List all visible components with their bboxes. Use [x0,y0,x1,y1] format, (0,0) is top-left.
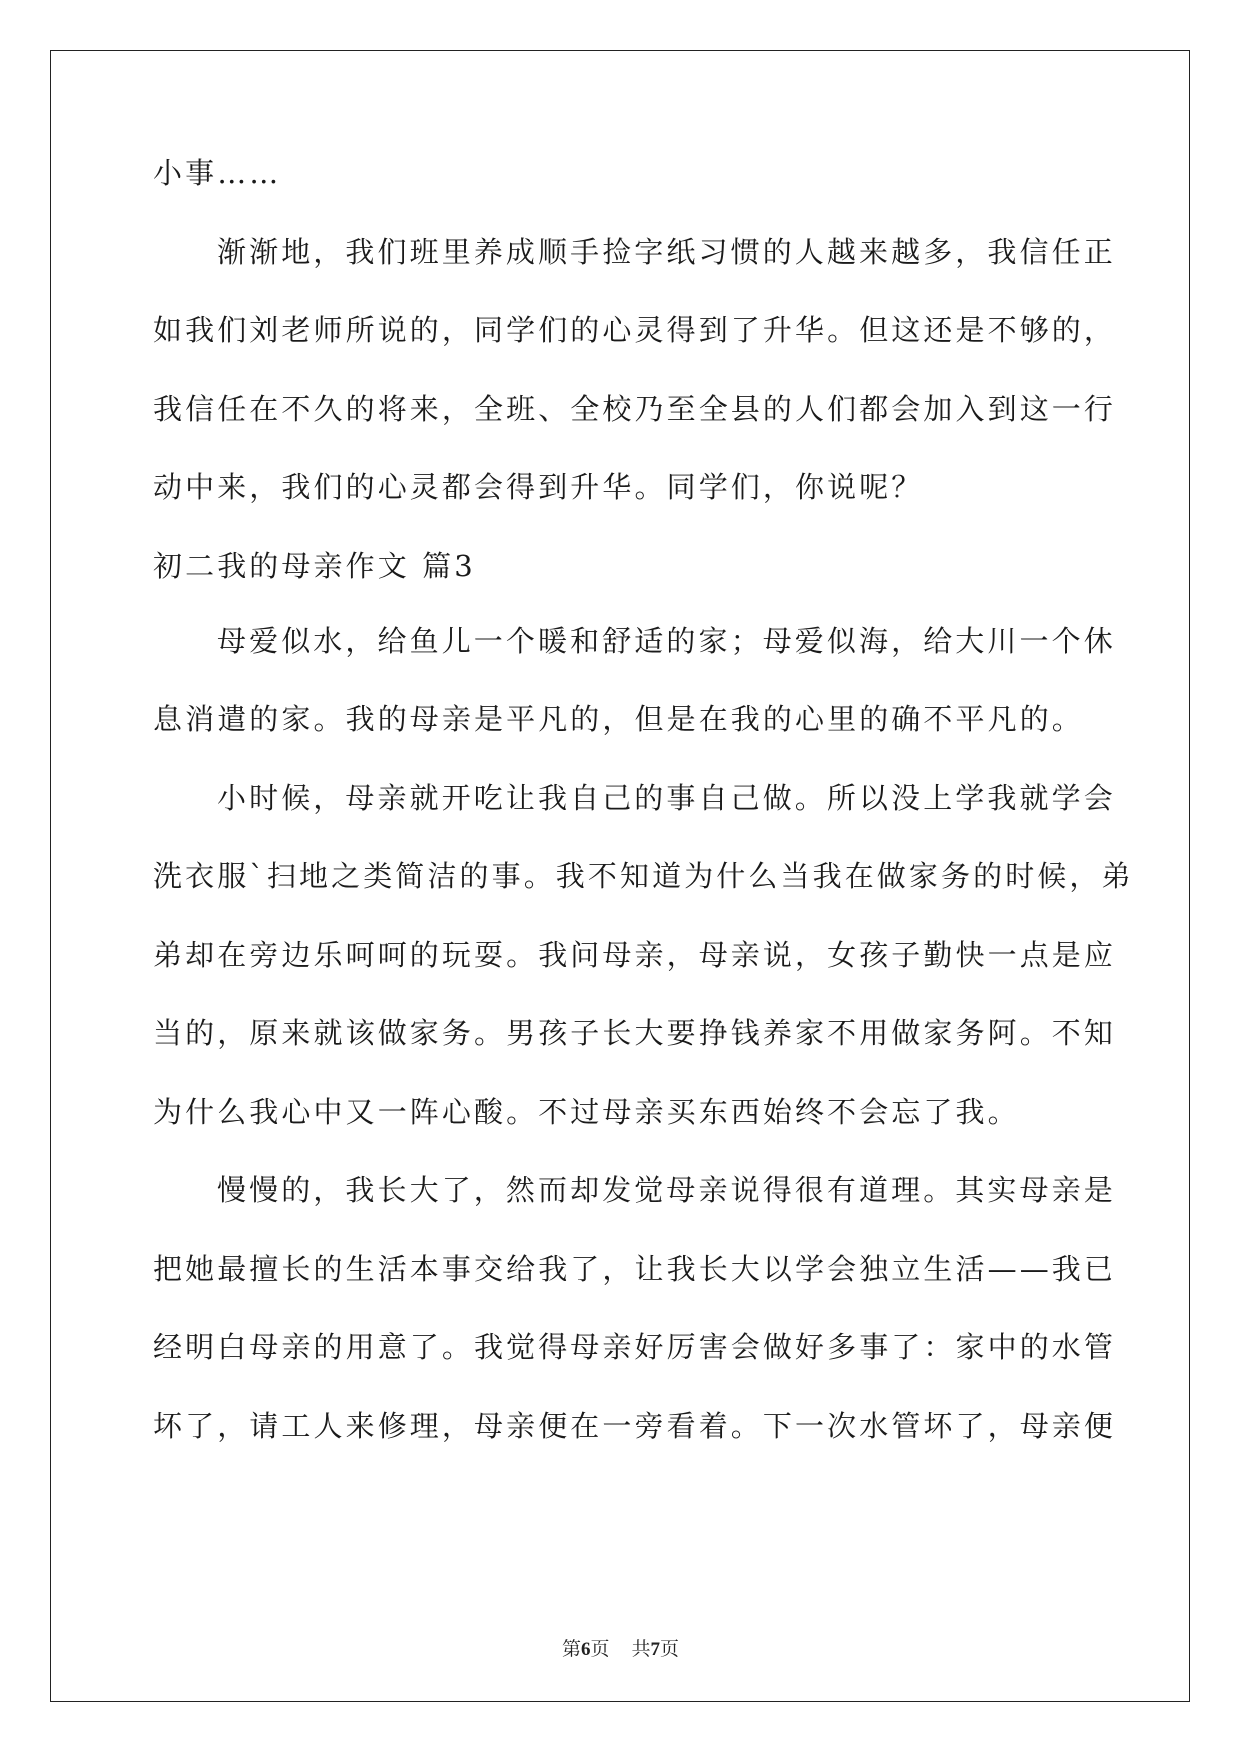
text-line: 息消遣的家。我的母亲是平凡的，但是在我的心里的确不平凡的。 [153,702,1084,736]
text-line: 把她最擅长的生活本事交给我了，让我长大以学会独立生活——我已 [153,1251,1117,1286]
text-line: 动中来，我们的心灵都会得到升华。同学们，你说呢？ [153,470,924,504]
page-footer [0,1637,1241,1662]
page-number: 第6页 [561,1638,610,1660]
document-body [153,155,1134,1486]
text-line: 小时候，母亲就开吃让我自己的事自己做。所以没上学我就学会 [217,780,1116,815]
text-line: 为什么我心中又一阵心酸。不过母亲买东西始终不会忘了我。 [153,1094,1020,1129]
text-line: 弟却在旁边乐呵呵的玩耍。我问母亲，母亲说，女孩子勤快一点是应 [153,937,1117,972]
text-line: 当的，原来就该做家务。男孩子长大要挣钱养家不用做家务阿。不知 [153,1016,1117,1050]
text-line: 经明白母亲的用意了。我觉得母亲好厉害会做好多事了：家中的水管 [153,1330,1117,1364]
text-line: 洗衣服`扫地之类简洁的事。我不知道为什么当我在做家务的时候，弟 [153,859,1134,893]
text-line: 慢慢的，我长大了，然而却发觉母亲说得很有道理。其实母亲是 [217,1173,1116,1207]
text-line: 母爱似水，给鱼儿一个暖和舒适的家；母爱似海，给大川一个休 [217,623,1116,658]
page-total: 共7页 [631,1638,680,1660]
section-heading: 初二我的母亲作文 篇3 [153,548,476,583]
text-line: 小事…… [153,156,282,190]
text-line: 我信任在不久的将来，全班、全校乃至全县的人们都会加入到这一行 [153,391,1117,426]
text-line: 坏了，请工人来修理，母亲便在一旁看着。下一次水管坏了，母亲便 [153,1408,1117,1443]
text-line: 渐渐地，我们班里养成顺手捡字纸习惯的人越来越多，我信任正 [217,234,1116,269]
text-line: 如我们刘老师所说的，同学们的心灵得到了升华。但这还是不够的， [153,313,1117,347]
